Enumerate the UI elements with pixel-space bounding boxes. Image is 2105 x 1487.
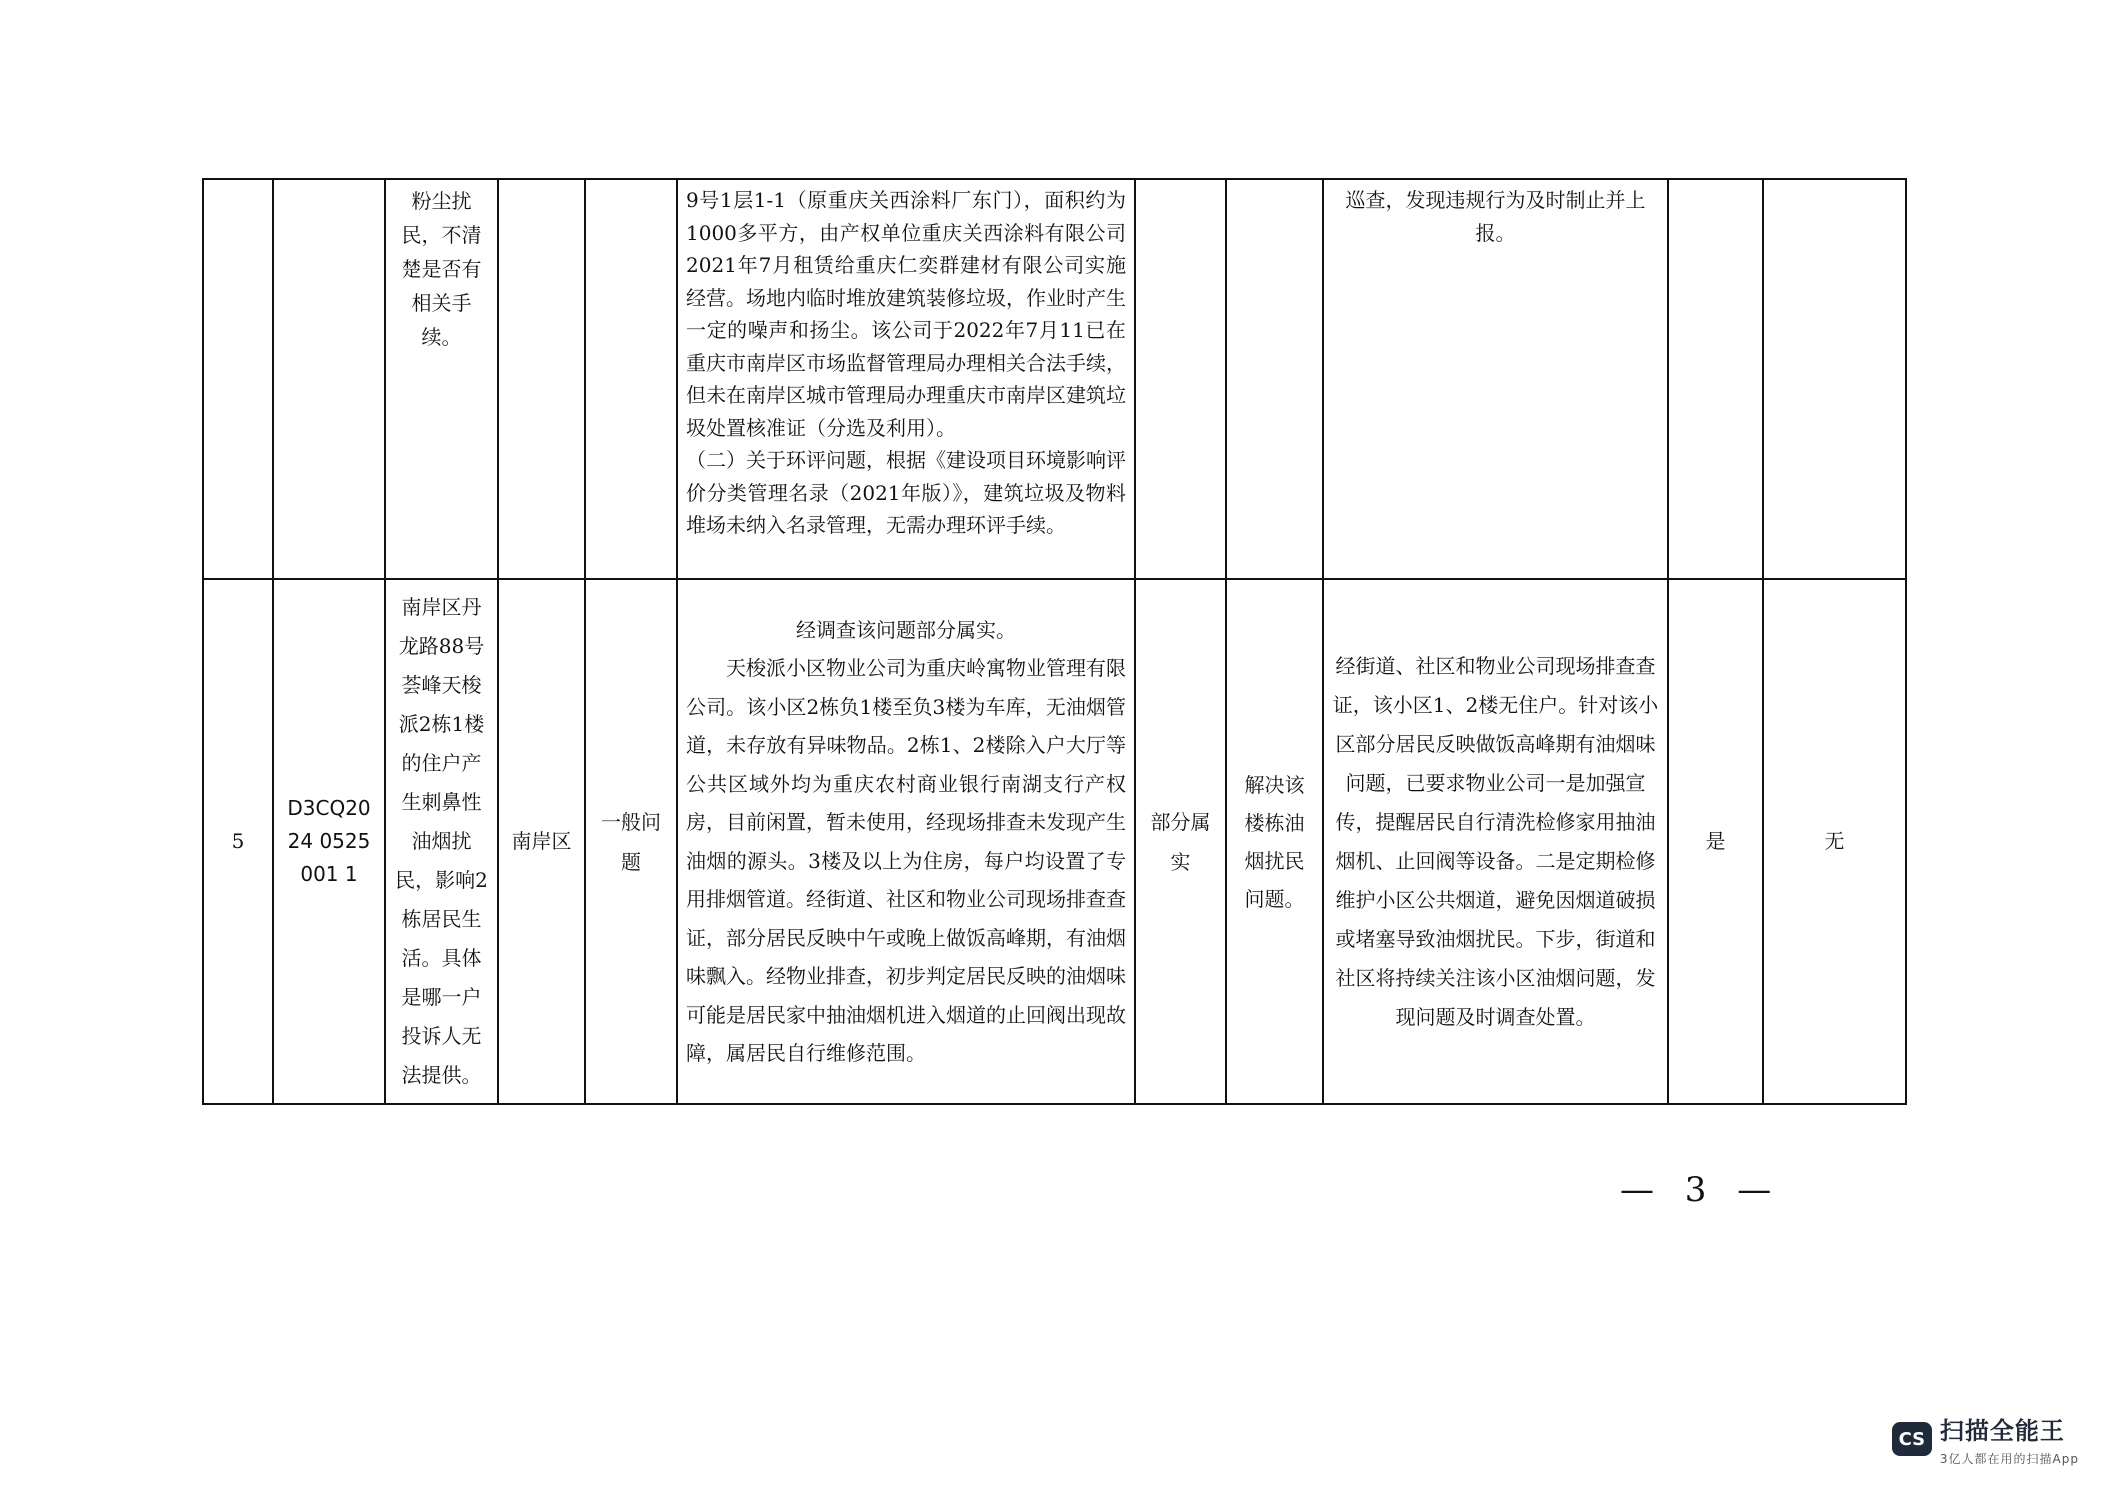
cell-case-id	[273, 179, 385, 579]
cell-description	[385, 179, 498, 579]
cell-verdict: 部分属实	[1135, 579, 1226, 1104]
findings-paragraph-1: 9号1层1-1（原重庆关西涂料厂东门），面积约为1000多平方，由产权单位重庆关西涂料有限公司2021年7月租赁给重庆仁奕群建材有限公司实施经营。场地内临时堆放建筑装修垃圾，作业时产生一定的噪声和扬尘。该公司于2022年7月11已在重庆市南岸区市场监督管理局办理相关合法手续，但未在南岸区城市管理局办理重庆市南岸区建筑垃圾处置核准证（分选及利用）。	[686, 188, 1126, 440]
cell-completed	[1668, 179, 1763, 579]
cell-completed: 是	[1668, 579, 1763, 1104]
watermark-title: 扫描全能王	[1939, 1417, 2065, 1445]
measures-text: 巡查，发现违规行为及时制止并上报。	[1345, 188, 1646, 245]
cell-case-id: D3CQ2024 0525001 1	[273, 579, 385, 1104]
description-text: 粉尘扰民，不清楚是否有相关手续。	[401, 189, 482, 349]
cell-target	[1226, 179, 1323, 579]
cell-number: 5	[203, 579, 273, 1104]
page-number: — 3 —	[1620, 1170, 1782, 1210]
cell-accountability: 无	[1763, 579, 1906, 1104]
cell-district	[498, 179, 585, 579]
findings-heading: 经调查该问题部分属实。	[796, 617, 1016, 642]
watermark-text	[1940, 1411, 2079, 1467]
camscanner-logo-icon: CS	[1892, 1422, 1932, 1456]
table-row-continuation	[203, 179, 1906, 579]
cell-number	[203, 179, 273, 579]
cell-problem-type: 一般问题	[585, 579, 677, 1104]
cell-verdict	[1135, 179, 1226, 579]
findings-body: 天梭派小区物业公司为重庆岭寓物业管理有限公司。该小区2栋负1楼至负3楼为车库，无油烟管道，未存放有异味物品。2栋1、2楼除入户大厅等公共区域外均为重庆农村商业银行南湖支行产权房，目前闲置，暂未使用，经现场排查未发现产生油烟的源头。3楼及以上为住房，每户均设置了专用排烟管道。经街道、社区和物业公司现场排查查证，部分居民反映中午或晚上做饭高峰期，有油烟味飘入。经物业排查，初步判定居民反映的油烟味可能是居民家中抽油烟机进入烟道的止回阀出现故障，属居民自行维修范围。	[686, 656, 1126, 1065]
cell-problem-type	[585, 179, 677, 579]
watermark-subtitle: 3亿人都在用的扫描App	[1939, 1452, 2079, 1466]
cell-accountability	[1763, 179, 1906, 579]
table-row-5	[203, 579, 1906, 1104]
cell-district: 南岸区	[498, 579, 585, 1104]
cell-description: 南岸区丹龙路88号荟峰天梭派2栋1楼的住户产生刺鼻性油烟扰民，影响2栋居民生活。具体是哪一户投诉人无法提供。	[385, 579, 498, 1104]
cell-measures	[1323, 179, 1668, 579]
cell-target: 解决该楼栋油烟扰民问题。	[1226, 579, 1323, 1104]
findings-paragraph-2: （二）关于环评问题，根据《建设项目环境影响评价分类管理名录（2021年版）》，建筑垃圾及物料堆场未纳入名录管理，无需办理环评手续。	[686, 448, 1126, 537]
complaint-table	[202, 178, 1907, 1105]
cell-findings	[677, 579, 1135, 1104]
scanner-watermark	[1892, 1411, 2079, 1467]
cell-findings	[677, 179, 1135, 579]
cell-measures: 经街道、社区和物业公司现场排查查证，该小区1、2楼无住户。针对该小区部分居民反映做饭高峰期有油烟味问题，已要求物业公司一是加强宣传，提醒居民自行清洗检修家用抽油烟机、止回阀等设备。二是定期检修维护小区公共烟道，避免因烟道破损或堵塞导致油烟扰民。下步，街道和社区将持续关注该小区油烟问题，发现问题及时调查处置。	[1323, 579, 1668, 1104]
